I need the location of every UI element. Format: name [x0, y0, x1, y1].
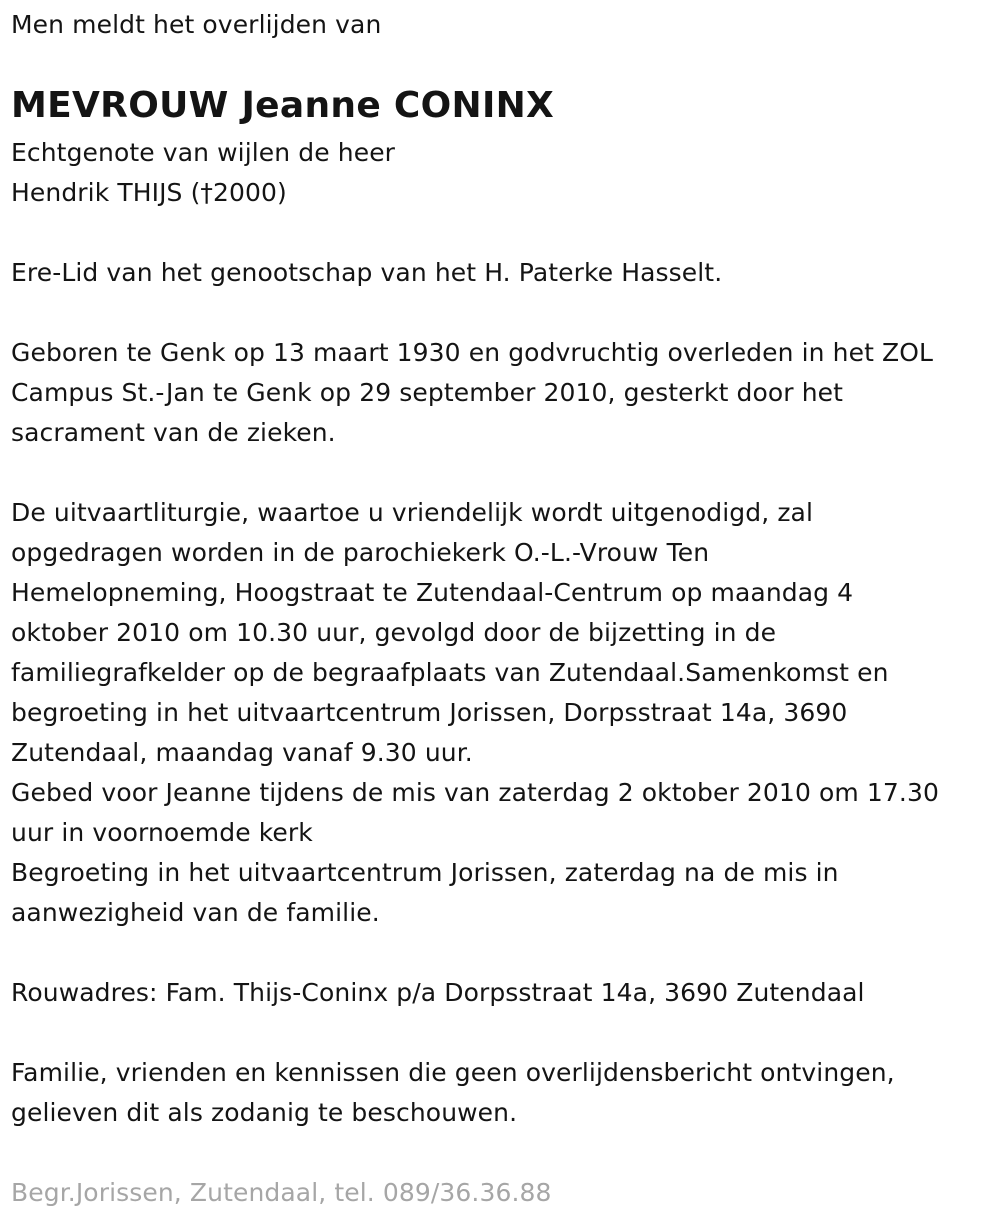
funeral-line: uur in voornoemde kerk	[11, 818, 313, 847]
intro-text: Men meldt het overlijden van	[11, 10, 382, 39]
spouse-line-2: Hendrik THIJS (†2000)	[11, 178, 287, 207]
mourning-address: Rouwadres: Fam. Thijs-Coninx p/a Dorpsstraat 14a, 3690 Zutendaal	[11, 978, 865, 1007]
funeral-line: opgedragen worden in de parochiekerk O.-L.-Vrouw Ten	[11, 538, 710, 567]
closing-line: Familie, vrienden en kennissen die geen overlijdensbericht ontvingen,	[11, 1058, 895, 1087]
deceased-name: MEVROUW Jeanne CONINX	[11, 85, 555, 126]
birth-death-line: Geboren te Genk op 13 maart 1930 en godvruchtig overleden in het ZOL	[11, 338, 934, 367]
funeral-line: Begroeting in het uitvaartcentrum Jorissen, zaterdag na de mis in	[11, 858, 839, 887]
funeral-line: familiegrafkelder op de begraafplaats van Zutendaal.Samenkomst en	[11, 658, 889, 687]
membership-text: Ere-Lid van het genootschap van het H. Paterke Hasselt.	[11, 258, 723, 287]
birth-death-line: Campus St.-Jan te Genk op 29 september 2010, gesterkt door het	[11, 378, 844, 407]
funeral-line: Gebed voor Jeanne tijdens de mis van zaterdag 2 oktober 2010 om 17.30	[11, 778, 939, 807]
funeral-line: De uitvaartliturgie, waartoe u vriendelijk wordt uitgenodigd, zal	[11, 498, 814, 527]
funeral-line: Hemelopneming, Hoogstraat te Zutendaal-Centrum op maandag 4	[11, 578, 854, 607]
birth-death-line: sacrament van de zieken.	[11, 418, 336, 447]
funeral-line: Zutendaal, maandag vanaf 9.30 uur.	[11, 738, 473, 767]
closing-line: gelieven dit als zodanig te beschouwen.	[11, 1098, 518, 1127]
funeral-line: begroeting in het uitvaartcentrum Jorissen, Dorpsstraat 14a, 3690	[11, 698, 848, 727]
spouse-line-1: Echtgenote van wijlen de heer	[11, 138, 396, 167]
funeral-line: aanwezigheid van de familie.	[11, 898, 380, 927]
undertaker-footer: Begr.Jorissen, Zutendaal, tel. 089/36.36.88	[11, 1178, 552, 1207]
funeral-line: oktober 2010 om 10.30 uur, gevolgd door de bijzetting in de	[11, 618, 777, 647]
